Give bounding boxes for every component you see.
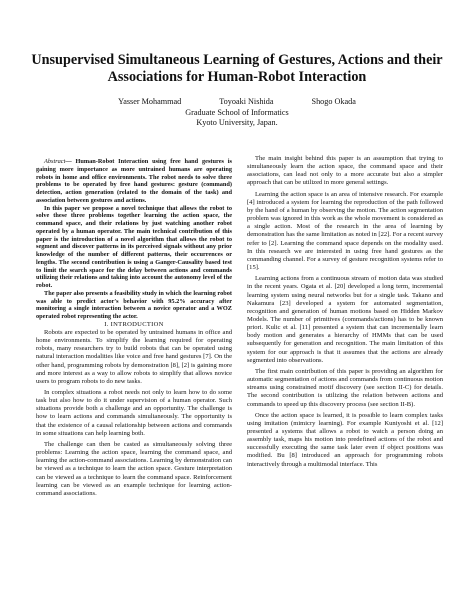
abstract-paragraph: In this paper we propose a novel technique that allows the robot to solve these three problems together learning the action space, the command space, and their relations by just watching another robot operated by a human operator. The main technical contribution of this paper is the introduction of a novel algorithm that allows the robot to segment and discover patterns in its perceived signals without any prior knowledge of the number of different patterns, their occurrences or lengths. The second contribution is using a Ganger-Causality based test to limit the search space for the delay between actions and commands utilizing their relations and taking into account the autonomy level of the robot. bbox=[36, 204, 232, 289]
abstract-label: Abstract bbox=[44, 158, 66, 165]
affiliation-line: Graduate School of Informatics bbox=[185, 107, 289, 117]
body-paragraph: In complex situations a robot needs not only to learn how to do some task but also how to do it under supervision of a human operator. Such situations provide both a challenge and an opportunity. The challenge is how to learn actions and commands simultaneously. The opportunity is that the existence of a causal relationship between actions and commands in some situations can help learning both. bbox=[36, 389, 232, 437]
body-paragraph: The main insight behind this paper is an assumption that trying to simultaneously learn the action space, the command space and their associations, can lead not only to a more accurate but also a simpler approach that can be utilized in more general settings. bbox=[247, 155, 443, 187]
abstract-paragraph bbox=[36, 158, 232, 205]
title-line-2: Associations for Human-Robot Interaction bbox=[107, 69, 367, 85]
abstract-paragraph: The paper also presents a feasibility study in which the learning robot was able to predict actor's behavior with 95.2% accuracy after monitoring a single interaction between a novice operator and a WOZ operated robot representing the actor. bbox=[36, 289, 232, 320]
abstract-text: — Human-Robot Interaction using free hand gestures is gaining more importance as more untrained humans are operating robots in home and office environments. The robot needs to solve three problems to be operated by free hand gestures: gesture (command) detection, action generation (related to the domain of the task) and association between gestures and actions. bbox=[36, 158, 232, 204]
author-name: Shogo Okada bbox=[311, 97, 356, 106]
author-name: Yasser Mohammad bbox=[118, 97, 182, 106]
abstract bbox=[36, 158, 232, 321]
body-paragraph: Learning the action space is an area of intensive research. For example [4] introduced a system for learning the reproduction of the path followed by the hand of a human by observing the motion. The action segmentation problem was ignored in this work as the whole movement is considered as a single action. Most of the research in the area of learning by demonstration has the same limitation as noted in [22]. For a recent survey refer to [2]. Learning the command space depends on the modality used. In this research we are interested in using free hand gestures as the commanding channel. For a survey of gesture recognition systems refer to [15]. bbox=[247, 190, 443, 272]
affiliation-line: Kyoto University, Japan. bbox=[196, 118, 278, 127]
left-column bbox=[36, 158, 232, 498]
title-line-1: Unsupervised Simultaneous Learning of Gestures, Actions and their bbox=[31, 52, 443, 68]
paper-title bbox=[30, 52, 444, 86]
author-block bbox=[30, 97, 444, 129]
body-paragraph: The challenge can then be casted as simultaneously solving three problems: Learning the action space, learning the command space, and learning the action-command associations. Learning by demonstration can be viewed as a technique to learn the action space. Gesture interpretation can be viewed as a technique to learn the command space. Reinforcement learning can be viewed as an example technique for learning action-command associations. bbox=[36, 440, 232, 497]
author-names bbox=[30, 97, 444, 108]
body-paragraph: Robots are expected to be operated by untrained humans in office and home environments. To simplify the learning required for operating robots, many researchers try to build robots that can be operated using natural interaction modalities like voice and free hand gestures [7]. On the other hand, programming robots by demonstration [8], [2] is gaining more and more interest as a way to allow robots to simplify that allows novice users to program robots to do new tasks. bbox=[36, 328, 232, 385]
author-name: Toyoaki Nishida bbox=[219, 97, 274, 106]
body-paragraph: Once the action space is learned, it is possible to learn complex tasks using imitation (mimicry learning). For example Kuniyoshi et al. [12] presented a systems that allows a robot to watch a person doing an assembly task, maps his motion into predefined actions of the robot and successfully executing the same task later even if object positions was modified. Bu [8] introduced an approach for programming robots interactively through a multimodal interface. This bbox=[247, 411, 443, 468]
body-paragraph: Learning actions from a continuous stream of motion data was studied in the recent years. Ogata et al. [20] developed a long term, incremental learning system using neural networks but for a single task. Takano and Nakamura [23] developed a system for automated segmentation, recognition and generation of human motions based on Hidden Markov Models. The number of primitives (commands/actions) has to be known priori. Kulic et al. [11] presented a system that can incrementally learn body motion and generates a hierarchy of HMMs that can be used subsequently for generation and recognition. The main limitation of this system for our approach is that it assumes that the actions are already segmented into observations. bbox=[247, 275, 443, 364]
right-column bbox=[247, 155, 443, 469]
section-heading: I. INTRODUCTION bbox=[104, 320, 164, 328]
body-paragraph: The first main contribution of this paper is providing an algorithm for automatic segmentation of actions and commands from continuous motion streams using constrained motif discovery (see section II-C) for details. The second contribution is utilizing the relation between actions and commands to speed up this discovery process (see section II-B). bbox=[247, 367, 443, 408]
